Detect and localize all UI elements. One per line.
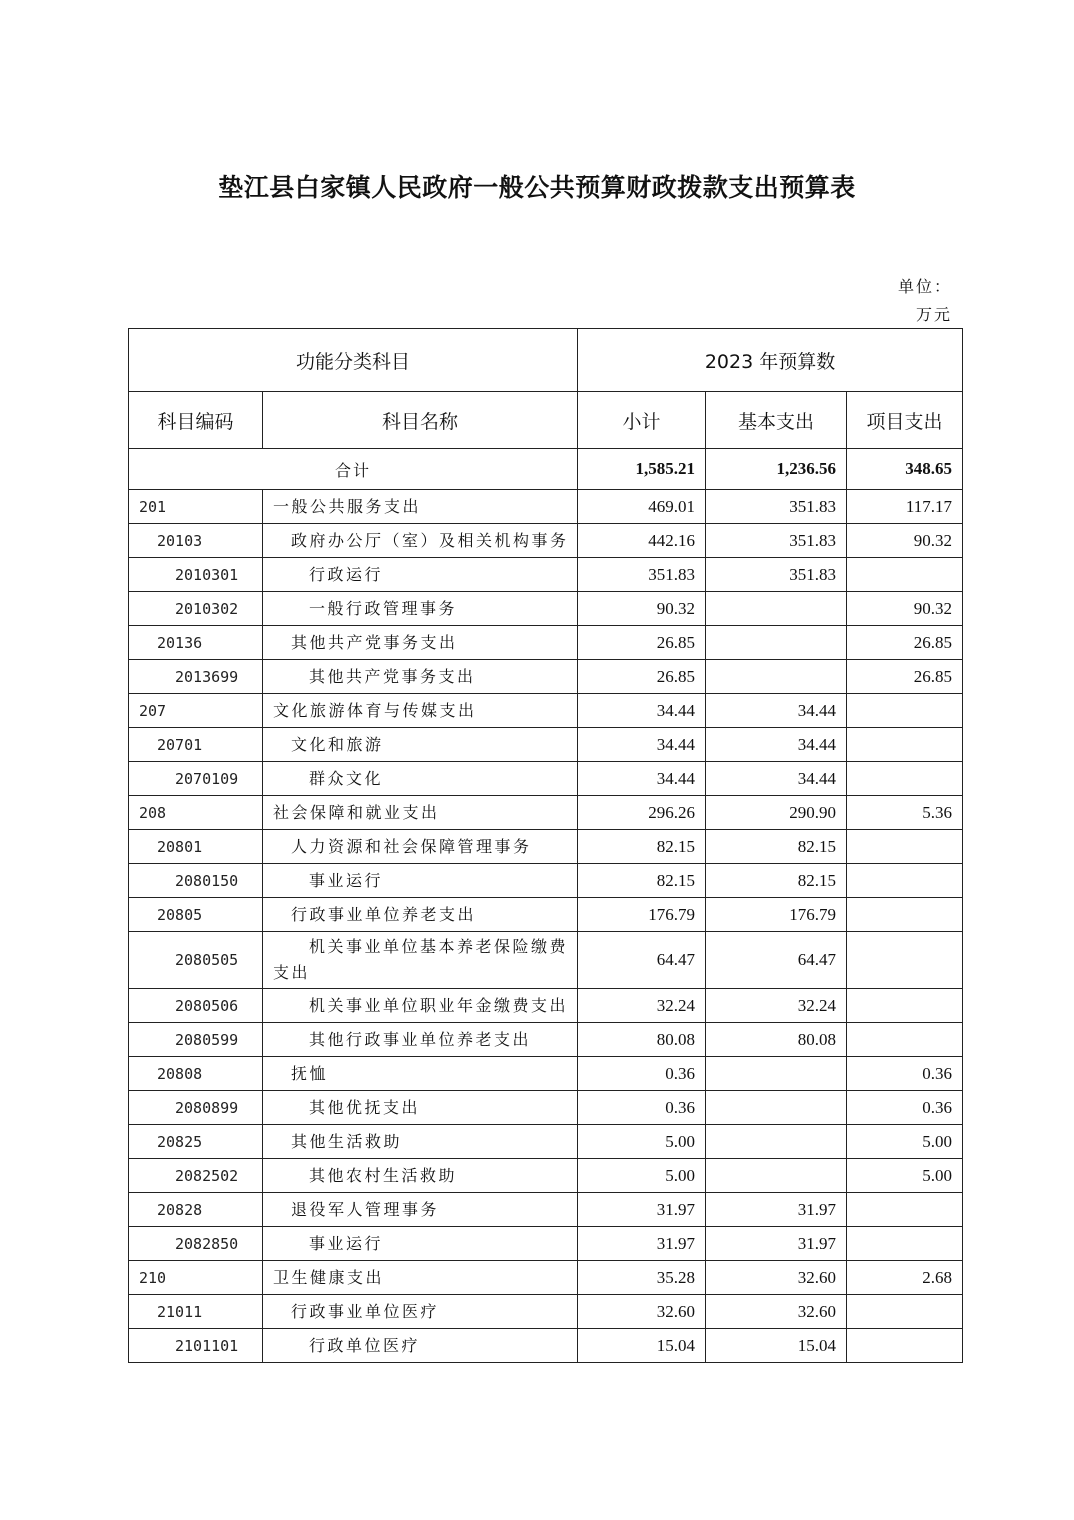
cell-subtotal: 31.97	[578, 1193, 706, 1227]
header-project: 项目支出	[847, 392, 963, 449]
cell-name: 一般行政管理事务	[263, 592, 578, 626]
header-code: 科目编码	[129, 392, 263, 449]
cell-subtotal: 5.00	[578, 1159, 706, 1193]
cell-project: 26.85	[847, 626, 963, 660]
cell-project	[847, 932, 963, 989]
table-row	[129, 660, 963, 694]
table-row	[129, 626, 963, 660]
total-project: 348.65	[847, 449, 963, 490]
cell-subtotal: 469.01	[578, 490, 706, 524]
cell-code: 2101101	[129, 1329, 263, 1363]
cell-basic: 32.24	[706, 989, 847, 1023]
cell-basic	[706, 660, 847, 694]
header-budget-year: 2023 年预算数	[578, 329, 963, 392]
cell-project: 2.68	[847, 1261, 963, 1295]
cell-code: 2080150	[129, 864, 263, 898]
cell-project	[847, 1329, 963, 1363]
cell-basic	[706, 1091, 847, 1125]
table-row	[129, 558, 963, 592]
cell-subtotal: 90.32	[578, 592, 706, 626]
cell-name: 其他共产党事务支出	[263, 626, 578, 660]
cell-code: 2082850	[129, 1227, 263, 1261]
cell-project	[847, 864, 963, 898]
cell-name: 其他农村生活救助	[263, 1159, 578, 1193]
cell-basic: 31.97	[706, 1227, 847, 1261]
cell-basic: 82.15	[706, 830, 847, 864]
cell-code: 208	[129, 796, 263, 830]
cell-subtotal: 34.44	[578, 694, 706, 728]
cell-code: 20828	[129, 1193, 263, 1227]
budget-table	[128, 328, 963, 1363]
cell-subtotal: 80.08	[578, 1023, 706, 1057]
cell-project: 0.36	[847, 1091, 963, 1125]
cell-code: 2070109	[129, 762, 263, 796]
cell-subtotal: 15.04	[578, 1329, 706, 1363]
cell-project: 90.32	[847, 524, 963, 558]
cell-basic: 351.83	[706, 524, 847, 558]
cell-name: 文化旅游体育与传媒支出	[263, 694, 578, 728]
cell-code: 20805	[129, 898, 263, 932]
table-row	[129, 1159, 963, 1193]
cell-basic: 82.15	[706, 864, 847, 898]
table-row	[129, 728, 963, 762]
header-subtotal: 小计	[578, 392, 706, 449]
header-row-1	[129, 329, 963, 392]
cell-name: 文化和旅游	[263, 728, 578, 762]
cell-subtotal: 5.00	[578, 1125, 706, 1159]
cell-project	[847, 762, 963, 796]
cell-name: 退役军人管理事务	[263, 1193, 578, 1227]
cell-code: 2010302	[129, 592, 263, 626]
cell-basic	[706, 592, 847, 626]
cell-basic: 176.79	[706, 898, 847, 932]
cell-name: 政府办公厅（室）及相关机构事务	[263, 524, 578, 558]
table-row	[129, 796, 963, 830]
cell-code: 20801	[129, 830, 263, 864]
cell-code: 2013699	[129, 660, 263, 694]
cell-basic: 32.60	[706, 1295, 847, 1329]
unit-value: 万元	[915, 305, 952, 324]
cell-name: 行政事业单位医疗	[263, 1295, 578, 1329]
table-row	[129, 1227, 963, 1261]
cell-name: 社会保障和就业支出	[263, 796, 578, 830]
cell-subtotal: 35.28	[578, 1261, 706, 1295]
cell-subtotal: 64.47	[578, 932, 706, 989]
cell-basic: 34.44	[706, 694, 847, 728]
table-row	[129, 989, 963, 1023]
table-row	[129, 592, 963, 626]
cell-project: 5.00	[847, 1159, 963, 1193]
cell-basic: 64.47	[706, 932, 847, 989]
cell-basic: 80.08	[706, 1023, 847, 1057]
cell-project: 26.85	[847, 660, 963, 694]
cell-code: 201	[129, 490, 263, 524]
cell-name: 其他优抚支出	[263, 1091, 578, 1125]
cell-name: 机关事业单位基本养老保险缴费支出	[263, 932, 578, 989]
document-title: 垫江县白家镇人民政府一般公共预算财政拨款支出预算表	[218, 173, 856, 202]
cell-project	[847, 1227, 963, 1261]
cell-project	[847, 558, 963, 592]
cell-subtotal: 34.44	[578, 728, 706, 762]
cell-subtotal: 0.36	[578, 1091, 706, 1125]
cell-name: 人力资源和社会保障管理事务	[263, 830, 578, 864]
cell-name: 行政事业单位养老支出	[263, 898, 578, 932]
cell-project	[847, 728, 963, 762]
cell-name: 行政运行	[263, 558, 578, 592]
cell-project	[847, 1295, 963, 1329]
cell-basic: 32.60	[706, 1261, 847, 1295]
total-row	[129, 449, 963, 490]
cell-subtotal: 82.15	[578, 864, 706, 898]
cell-name: 其他行政事业单位养老支出	[263, 1023, 578, 1057]
unit-label: 单位：	[897, 277, 952, 296]
table-row	[129, 490, 963, 524]
table-row	[129, 524, 963, 558]
cell-subtotal: 32.60	[578, 1295, 706, 1329]
cell-code: 20103	[129, 524, 263, 558]
cell-basic	[706, 1125, 847, 1159]
cell-basic	[706, 1057, 847, 1091]
cell-name: 行政单位医疗	[263, 1329, 578, 1363]
cell-name: 群众文化	[263, 762, 578, 796]
cell-code: 2080599	[129, 1023, 263, 1057]
cell-name: 卫生健康支出	[263, 1261, 578, 1295]
table-row	[129, 1329, 963, 1363]
cell-name: 一般公共服务支出	[263, 490, 578, 524]
cell-subtotal: 32.24	[578, 989, 706, 1023]
table-row	[129, 830, 963, 864]
table-row	[129, 898, 963, 932]
cell-name: 事业运行	[263, 1227, 578, 1261]
cell-name: 事业运行	[263, 864, 578, 898]
cell-name: 其他生活救助	[263, 1125, 578, 1159]
cell-project	[847, 1023, 963, 1057]
cell-name: 其他共产党事务支出	[263, 660, 578, 694]
cell-project: 5.00	[847, 1125, 963, 1159]
cell-basic: 34.44	[706, 728, 847, 762]
header-row-2	[129, 392, 963, 449]
cell-basic	[706, 1159, 847, 1193]
cell-project: 0.36	[847, 1057, 963, 1091]
cell-basic: 351.83	[706, 490, 847, 524]
cell-basic: 31.97	[706, 1193, 847, 1227]
table-row	[129, 1091, 963, 1125]
cell-basic: 34.44	[706, 762, 847, 796]
cell-basic: 351.83	[706, 558, 847, 592]
table-row	[129, 1023, 963, 1057]
total-basic: 1,236.56	[706, 449, 847, 490]
table-row	[129, 1057, 963, 1091]
header-function-category: 功能分类科目	[129, 329, 578, 392]
cell-project	[847, 830, 963, 864]
cell-subtotal: 442.16	[578, 524, 706, 558]
cell-code: 207	[129, 694, 263, 728]
header-basic: 基本支出	[706, 392, 847, 449]
cell-subtotal: 26.85	[578, 626, 706, 660]
cell-name: 机关事业单位职业年金缴费支出	[263, 989, 578, 1023]
table-row	[129, 1125, 963, 1159]
table-row	[129, 1295, 963, 1329]
cell-subtotal: 26.85	[578, 660, 706, 694]
total-subtotal: 1,585.21	[578, 449, 706, 490]
cell-code: 2080505	[129, 932, 263, 989]
cell-project	[847, 1193, 963, 1227]
cell-basic	[706, 626, 847, 660]
table-row	[129, 1193, 963, 1227]
cell-subtotal: 176.79	[578, 898, 706, 932]
cell-code: 21011	[129, 1295, 263, 1329]
cell-project	[847, 989, 963, 1023]
cell-code: 20825	[129, 1125, 263, 1159]
cell-code: 2080899	[129, 1091, 263, 1125]
cell-project	[847, 694, 963, 728]
cell-subtotal: 34.44	[578, 762, 706, 796]
cell-project: 90.32	[847, 592, 963, 626]
cell-subtotal: 82.15	[578, 830, 706, 864]
cell-project	[847, 898, 963, 932]
cell-code: 2080506	[129, 989, 263, 1023]
cell-project: 117.17	[847, 490, 963, 524]
cell-code: 2010301	[129, 558, 263, 592]
cell-name: 抚恤	[263, 1057, 578, 1091]
cell-subtotal: 0.36	[578, 1057, 706, 1091]
table-row	[129, 864, 963, 898]
cell-subtotal: 31.97	[578, 1227, 706, 1261]
cell-basic: 290.90	[706, 796, 847, 830]
cell-code: 2082502	[129, 1159, 263, 1193]
table-row	[129, 932, 963, 989]
cell-subtotal: 296.26	[578, 796, 706, 830]
table-row	[129, 694, 963, 728]
cell-subtotal: 351.83	[578, 558, 706, 592]
cell-code: 210	[129, 1261, 263, 1295]
total-label: 合计	[129, 449, 578, 490]
cell-basic: 15.04	[706, 1329, 847, 1363]
cell-code: 20136	[129, 626, 263, 660]
table-row	[129, 1261, 963, 1295]
header-name: 科目名称	[263, 392, 578, 449]
cell-project: 5.36	[847, 796, 963, 830]
cell-code: 20701	[129, 728, 263, 762]
table-row	[129, 762, 963, 796]
cell-code: 20808	[129, 1057, 263, 1091]
